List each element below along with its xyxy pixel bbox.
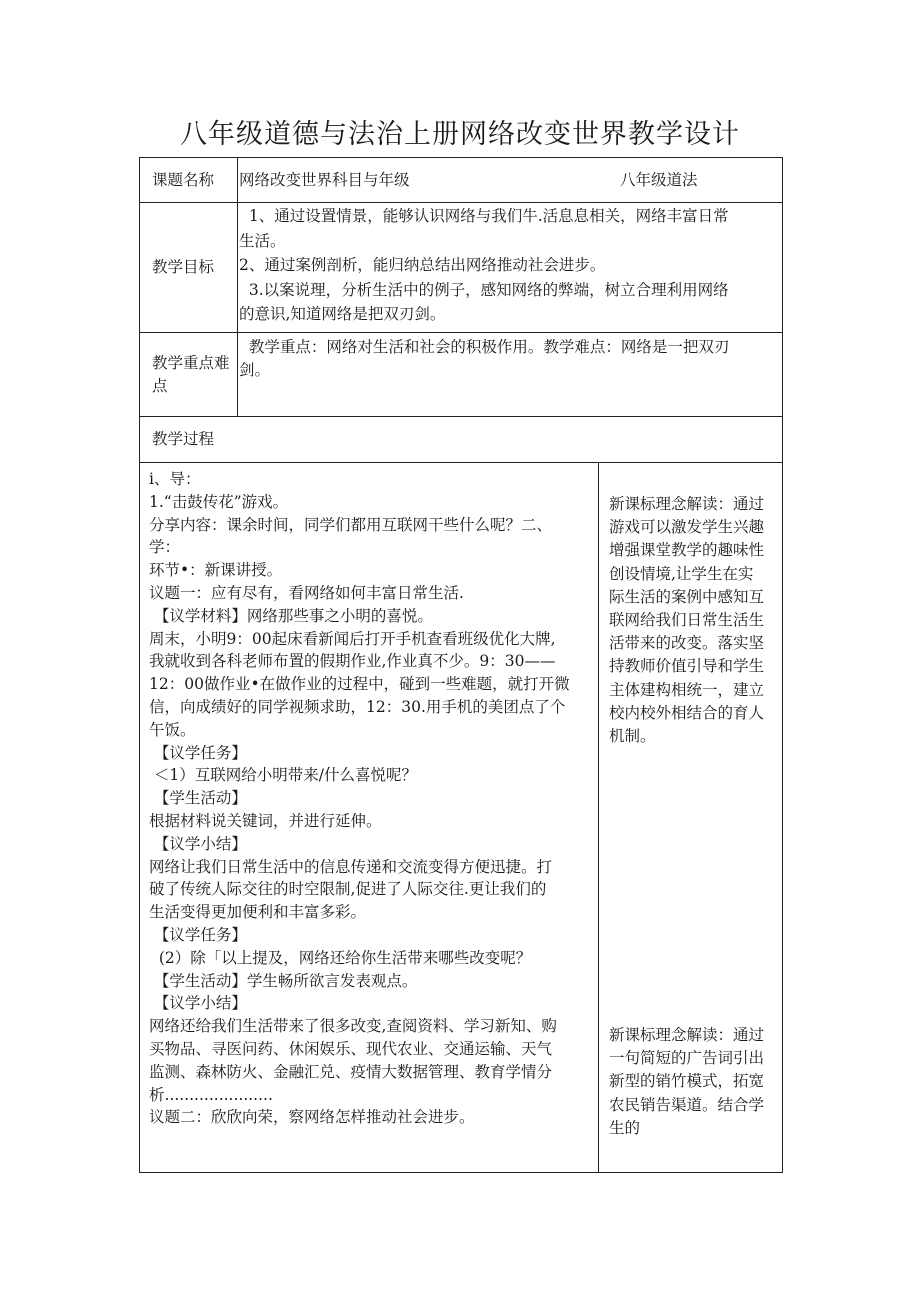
process-line: 我就收到各科老师布置的假期作业,作业真不少。9：30—— [149, 652, 556, 671]
grade-value: 八年级道法 [620, 171, 698, 189]
curriculum-note-line: 机制。 [609, 726, 656, 745]
process-line: 【议学小结】 [149, 994, 247, 1013]
process-line: 环节•：新课讲授。 [149, 561, 283, 580]
process-line: 监测、森林防火、金融汇兑、疫情大数据管理、教育学情分 [149, 1062, 553, 1081]
curriculum-note-line: 校内校外相结合的育人 [609, 703, 765, 722]
key-points-label [152, 352, 230, 398]
process-line: 信，向成绩好的同学视频求助，12：30.用手机的美团点了个 [149, 697, 566, 716]
topic-label: 课题名称 [152, 171, 215, 189]
process-line: 【议学任务】 [149, 743, 247, 762]
curriculum-note-line: 创设情境,让学生在实 [609, 564, 754, 583]
curriculum-note-line: 增强课堂教学的趣味性 [609, 541, 765, 560]
curriculum-note-line: 农民销告渠道。结合学 [609, 1095, 765, 1114]
curriculum-note-line: 际生活的案例中感知互 [609, 587, 765, 606]
process-line: 午饭。 [149, 720, 196, 739]
process-line: 议题一：应有尽有，看网络如何丰富日常生活. [149, 583, 464, 602]
curriculum-note-line: 一句简短的广告词引出 [609, 1049, 765, 1068]
curriculum-note-line: 新型的销竹模式，拓宽 [609, 1072, 765, 1091]
curriculum-note-line: 游戏可以激发学生兴趣 [609, 518, 765, 537]
goals-label: 教学目标 [152, 258, 215, 276]
process-line: i、导： [149, 470, 201, 488]
process-line: 【学生活动】 [149, 789, 247, 808]
key-points-line: 剑。 [239, 360, 271, 379]
row-divider-4 [140, 462, 782, 463]
goals-text [239, 204, 779, 327]
process-line: 【议学小结】 [149, 834, 247, 853]
key-points-label-line: 点 [152, 377, 168, 395]
process-line: 分享内容：课余时间，同学们都用互联网干些什么呢？二、 [149, 515, 553, 534]
process-line: 破了传统人际交往的时空限制,促进了人际交往.更让我们的 [149, 880, 547, 899]
process-line: 学： [149, 538, 181, 557]
curriculum-note-line: 持教师价值引导和学生 [609, 657, 765, 676]
key-points-text [239, 336, 779, 382]
goals-line: 1、通过设置情景，能够认识网络与我们牛.活息息相关，网络丰富日常 [239, 207, 729, 225]
curriculum-note-2 [609, 1024, 781, 1140]
goals-line: 2、通过案例剖析，能归纳总结出网络推动社会进步。 [239, 256, 606, 275]
document-title: 八年级道德与法治上册网络改变世界教学设计 [180, 119, 740, 150]
process-line: 根据材料说关键词，并进行延伸。 [149, 811, 382, 830]
process-line: 议题二：欣欣向荣，察网络怎样推动社会进步。 [149, 1108, 475, 1127]
process-line: 1.“击鼓传花”游戏。 [149, 492, 289, 511]
topic-value: 网络改变世界科目与年级 [239, 171, 410, 189]
curriculum-note-line: 生的 [609, 1118, 641, 1137]
process-line: 网络让我们日常生活中的信息传递和交流变得方便迅捷。打 [149, 857, 553, 876]
process-line: (2）除「以上提及，网络还给你生活带来哪些改变呢？ [149, 948, 532, 967]
curriculum-note-line: 联网给我们日常生活生 [609, 610, 765, 629]
process-line: 【学生活动】学生畅所欲言发表观点。 [149, 971, 418, 990]
notes-column-divider [598, 462, 599, 1172]
process-label: 教学过程 [152, 430, 215, 448]
process-line: 周末，小明9：00起床看新闻后打开手机查看班级优化大牌, [149, 629, 556, 648]
process-main-text [149, 468, 595, 1129]
process-line: 12：00做作业•在做作业的过程中，碰到一些难题，就打开微 [149, 675, 570, 694]
process-line: 生活变得更加便利和丰富多彩。 [149, 903, 367, 922]
curriculum-note-1 [609, 493, 781, 748]
curriculum-note-line: 新课标理念解读：通过 [609, 1026, 765, 1044]
process-line: ＜1）互联网给小明带来/什么喜悦呢？ [149, 766, 418, 785]
process-line: 析...................... [149, 1085, 273, 1104]
curriculum-note-line: 活带来的改变。落实坚 [609, 634, 765, 653]
process-line: 【议学材料】网络那些事之小明的喜悦。 [149, 606, 433, 625]
process-line: 【议学任务】 [149, 925, 247, 944]
process-line: 买物品、寻医问药、休闲娱乐、现代农业、交通运输、天气 [149, 1039, 553, 1058]
goals-line: 生活。 [239, 231, 286, 250]
label-column-divider [237, 158, 238, 416]
curriculum-note-line: 主体建构相统一，建立 [609, 680, 765, 699]
lesson-plan-table [139, 157, 783, 1173]
process-line: 网络还给我们生活带来了很多改变,查阅资料、学习新知、购 [149, 1017, 557, 1036]
row-divider-3 [140, 416, 782, 417]
goals-line: 3.以案说理，分析生活中的例子，感知网络的弊端，树立合理利用网络 [239, 280, 729, 299]
key-points-label-line: 教学重点难 [152, 354, 230, 372]
goals-line: 的意识,知道网络是把双刃剑。 [239, 305, 446, 324]
key-points-line: 教学重点：网络对生活和社会的积极作用。教学难点：网络是一把双刃 [239, 338, 730, 356]
curriculum-note-line: 新课标理念解读：通过 [609, 495, 765, 513]
